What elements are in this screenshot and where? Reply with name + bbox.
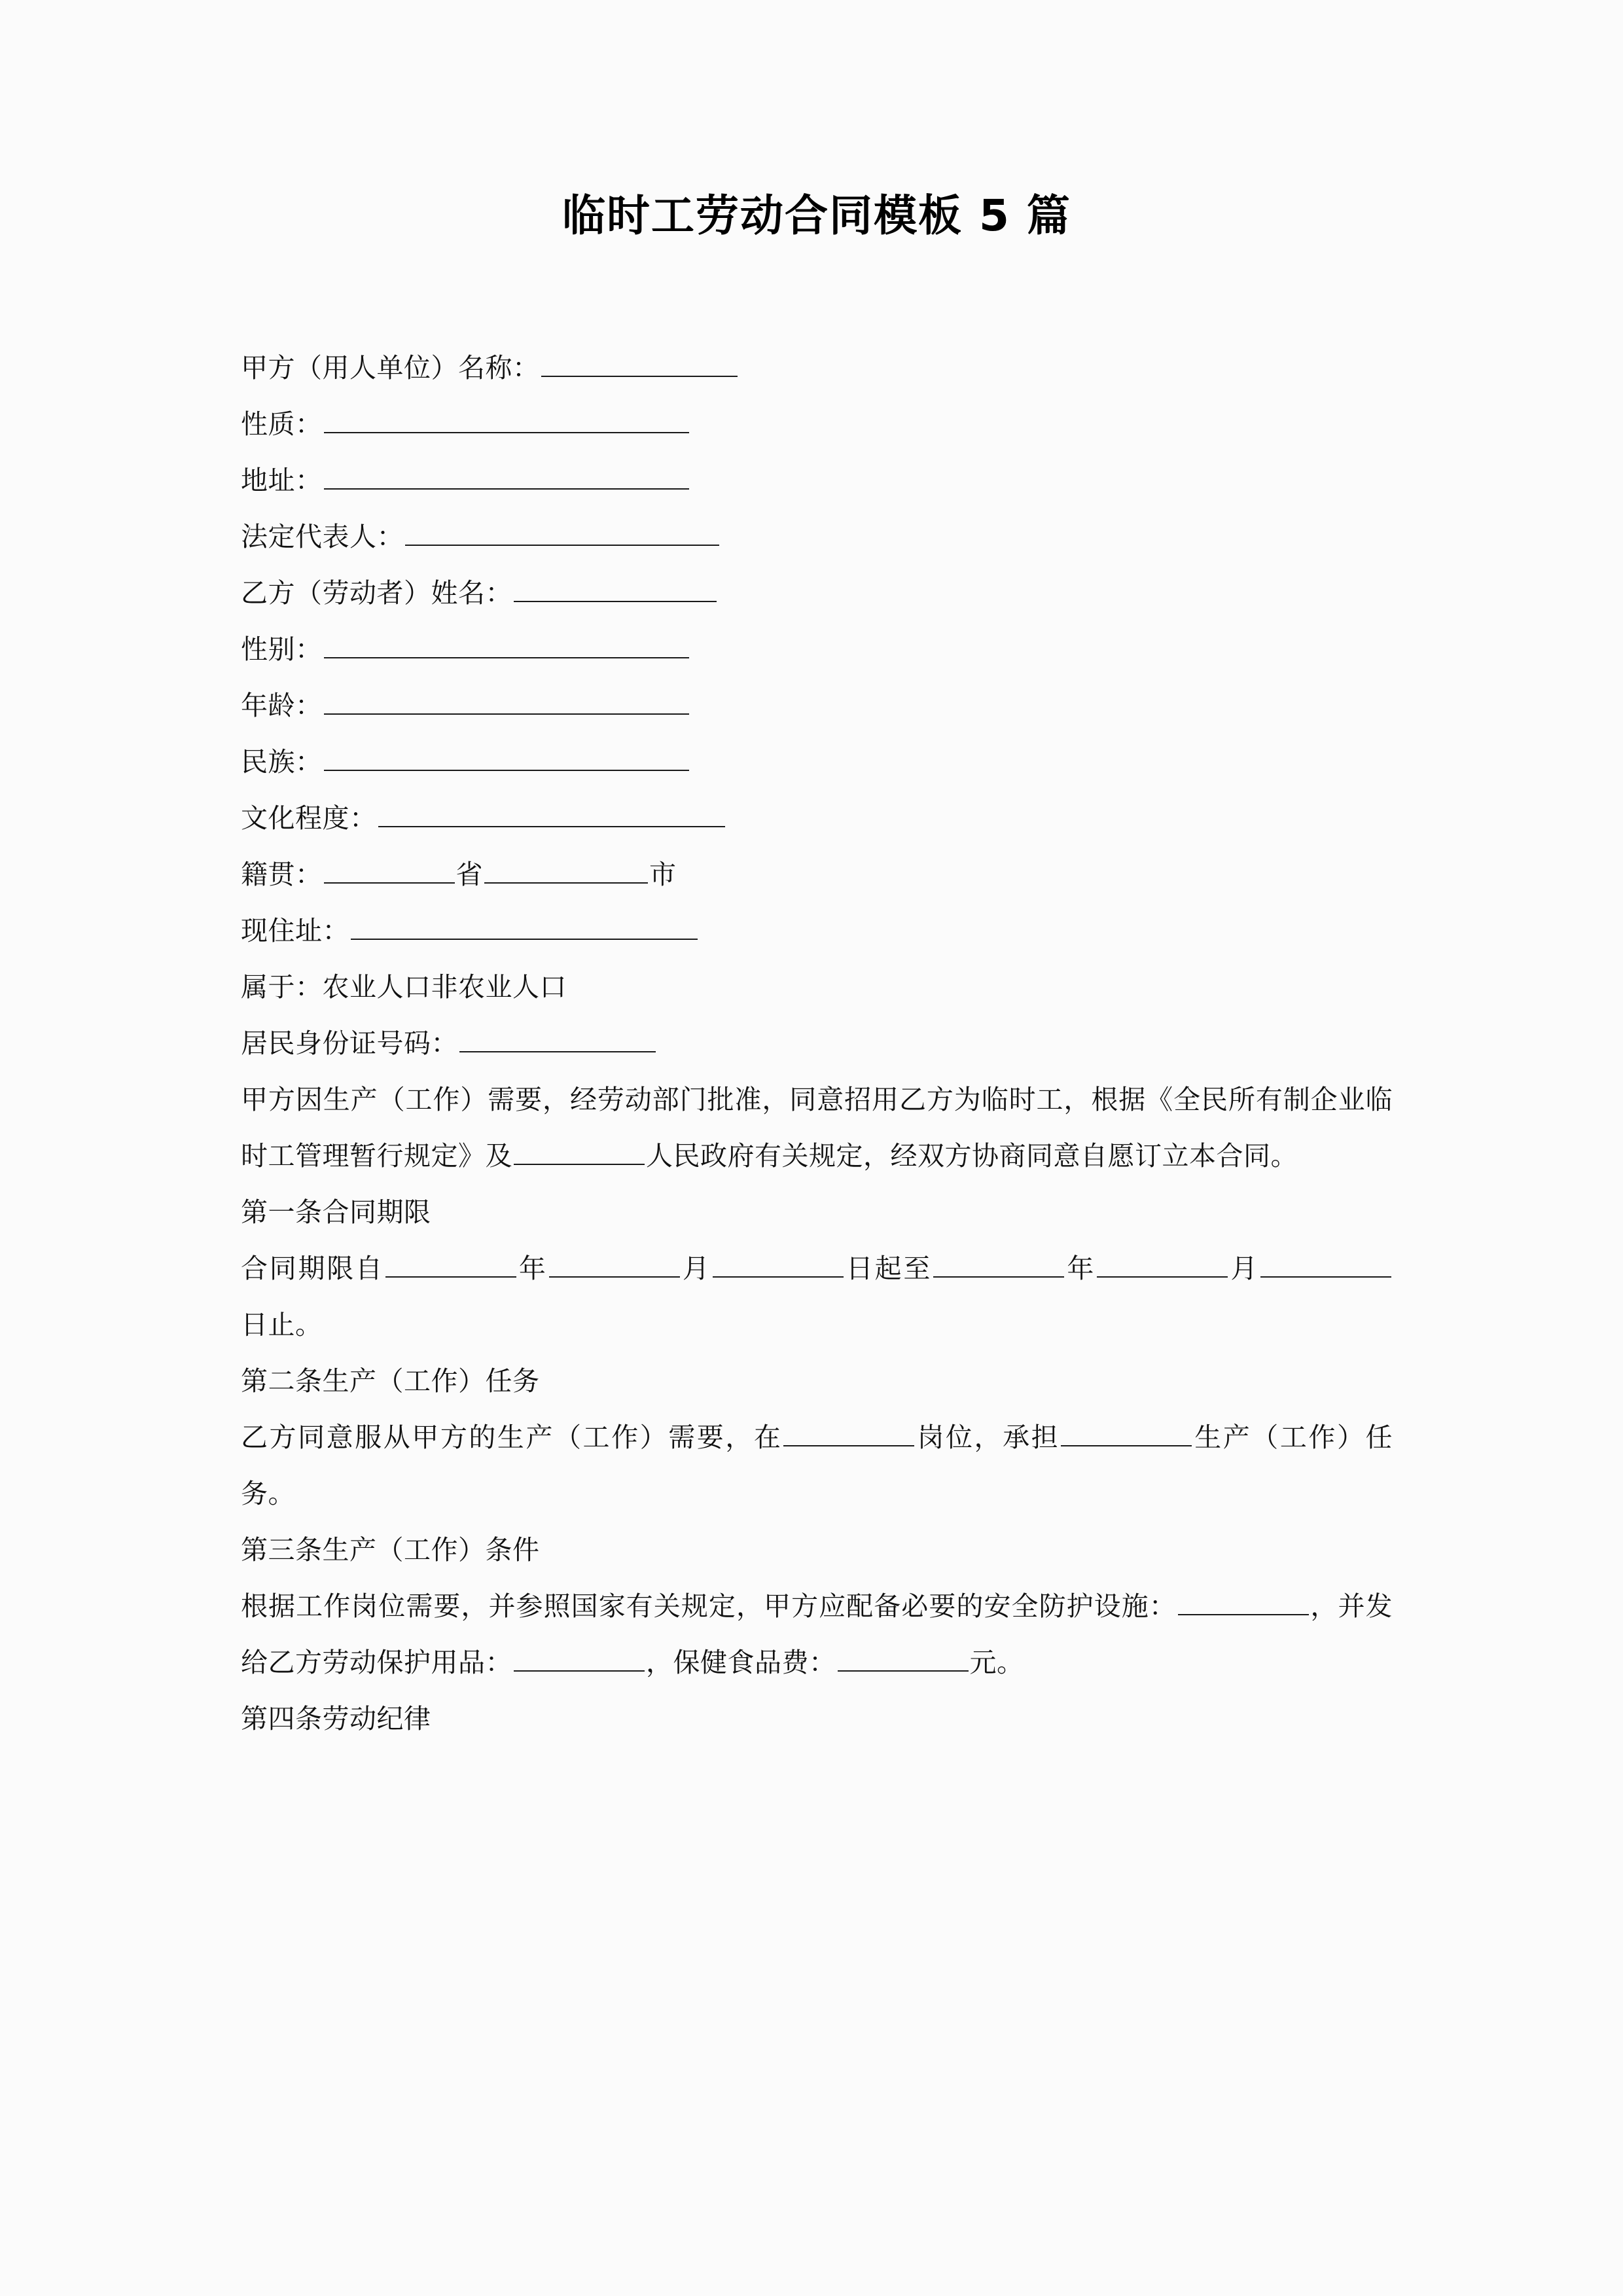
clause-heading-3: 第三条生产（工作）条件 [241, 1534, 540, 1566]
field-label: 性别： [241, 634, 323, 666]
blank-rule[interactable] [324, 688, 689, 715]
field-party-a-address [241, 452, 1393, 509]
clause-3-text-3: 元。 [969, 1647, 1024, 1679]
field-label: 性质： [241, 408, 323, 440]
clause-3-text-2: ，保健食品费： [646, 1647, 836, 1679]
field-label: 乙方（劳动者）姓名： [241, 577, 512, 609]
preamble-part2: 人民政府有关规定，经双方协商同意自愿订立本合同。 [646, 1140, 1298, 1172]
blank-rule-government[interactable] [514, 1138, 645, 1165]
field-label: 居民身份证号码： [241, 1028, 458, 1060]
household-options[interactable]: 农业人口非农业人口 [322, 971, 567, 1003]
origin-city-unit: 市 [649, 859, 677, 891]
origin-province-unit: 省 [455, 859, 483, 891]
clause-1-text-0: 合同期限自 [241, 1253, 384, 1285]
blank-rule-province[interactable] [324, 857, 455, 884]
field-party-b-ethnicity [241, 734, 1393, 790]
preamble-part1: 甲方因生产（工作）需要，经劳动部门批准，同意招用乙方为临时工，根据《全民所有制企业临时工管理暂行规定》及 [241, 1084, 1393, 1172]
field-label: 年龄： [241, 690, 323, 722]
field-label: 现住址： [241, 915, 349, 947]
clause-3-text-1: ，并发给乙方劳动保护用品： [241, 1590, 1393, 1679]
blank-rule[interactable] [459, 1026, 656, 1052]
blank-rule-task[interactable] [1061, 1420, 1192, 1446]
clause-body-2 [241, 1409, 1393, 1522]
preamble-paragraph [241, 1071, 1393, 1184]
blank-rule[interactable] [324, 463, 689, 490]
field-label: 法定代表人： [241, 521, 404, 553]
blank-rule[interactable] [405, 519, 719, 546]
blank-rule-start-month[interactable] [549, 1251, 680, 1278]
clause-2-text-1: 岗位，承担 [916, 1422, 1060, 1454]
blank-rule-start-year[interactable] [385, 1251, 516, 1278]
field-label: 籍贯： [241, 859, 323, 891]
field-party-b-age [241, 677, 1393, 734]
clause-body-1 [241, 1240, 1393, 1353]
field-label: 属于： [241, 971, 323, 1003]
blank-rule[interactable] [324, 744, 689, 771]
clause-1-text-1: 年 [517, 1253, 548, 1285]
blank-rule[interactable] [514, 575, 717, 602]
field-label: 甲方（用人单位）名称： [241, 352, 540, 384]
page-title: 临时工劳动合同模板 5 篇 [562, 190, 1071, 241]
blank-rule[interactable] [351, 913, 698, 940]
blank-rule-start-day[interactable] [713, 1251, 844, 1278]
clause-1-text-4: 年 [1065, 1253, 1096, 1285]
blank-rule[interactable] [378, 800, 725, 827]
clause-2-text-0: 乙方同意服从甲方的生产（工作）需要，在 [241, 1422, 783, 1454]
blank-rule[interactable] [324, 632, 689, 658]
field-party-b-household [241, 959, 1393, 1015]
field-party-a-legal-rep [241, 509, 1393, 565]
clause-heading-2: 第二条生产（工作）任务 [241, 1365, 540, 1397]
clause-2-text-2: 生产（工作）任务。 [241, 1422, 1393, 1510]
field-party-a-nature [241, 396, 1393, 452]
document-body [241, 340, 1393, 1747]
clause-1-text-3: 日起至 [844, 1253, 933, 1285]
blank-rule-end-month[interactable] [1097, 1251, 1228, 1278]
clause-heading-4: 第四条劳动纪律 [241, 1703, 431, 1735]
blank-rule-health-food-fee[interactable] [838, 1645, 969, 1672]
clause-3-text-0: 根据工作岗位需要，并参照国家有关规定，甲方应配备必要的安全防护设施： [241, 1590, 1177, 1623]
field-party-b-current-address [241, 903, 1393, 959]
clause-1-text-2: 月 [681, 1253, 711, 1285]
field-label: 民族： [241, 746, 323, 778]
blank-rule-end-year[interactable] [933, 1251, 1064, 1278]
field-party-b-education [241, 790, 1393, 846]
field-party-b-gender [241, 621, 1393, 677]
clause-heading-1: 第一条合同期限 [241, 1196, 431, 1229]
blank-rule[interactable] [541, 350, 738, 377]
blank-rule-post[interactable] [783, 1420, 914, 1446]
field-label: 文化程度： [241, 802, 377, 834]
field-party-a-name [241, 340, 1393, 396]
clause-1-text-5: 月 [1229, 1253, 1260, 1285]
blank-rule-safety-facilities[interactable] [1178, 1588, 1309, 1615]
blank-rule-end-day[interactable] [1260, 1251, 1391, 1278]
blank-rule-city[interactable] [484, 857, 648, 884]
blank-rule[interactable] [324, 406, 689, 433]
document-content [241, 0, 1393, 1747]
field-party-b-name [241, 565, 1393, 621]
clause-body-3 [241, 1578, 1393, 1691]
clause-1-text-6: 日止。 [241, 1309, 323, 1341]
field-party-b-origin [241, 846, 1393, 903]
field-party-b-id-number [241, 1015, 1393, 1071]
blank-rule-protective-supplies[interactable] [514, 1645, 645, 1672]
field-label: 地址： [241, 465, 323, 497]
